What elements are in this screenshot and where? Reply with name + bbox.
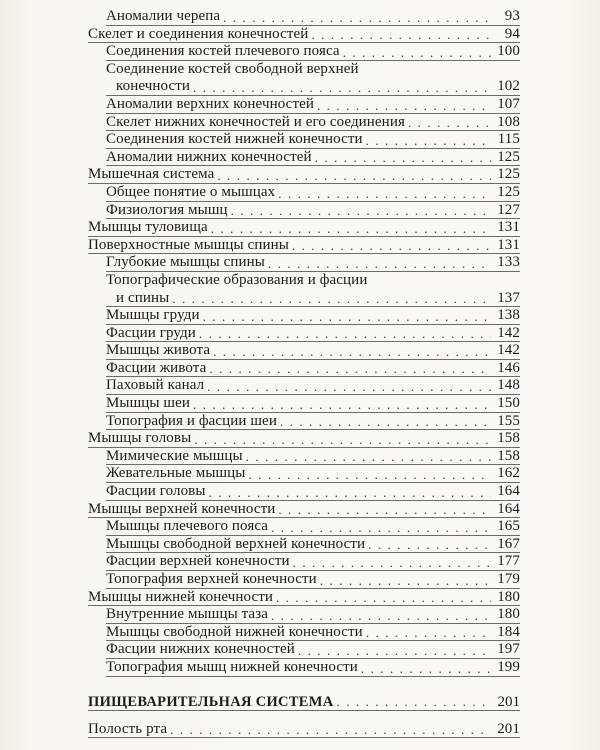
toc-entry-last-line	[106, 78, 520, 96]
dot-leader	[211, 221, 491, 237]
toc-entry-lower-limb-topography[interactable]	[88, 659, 520, 677]
row-rule	[88, 737, 520, 738]
dot-leader	[217, 168, 491, 184]
toc-entry-page: 131	[497, 236, 520, 253]
dot-leader	[199, 326, 491, 342]
dot-leader	[207, 379, 491, 395]
toc-entry-title: Жевательные мышцы	[106, 465, 246, 482]
table-of-contents	[88, 8, 520, 738]
toc-entry-title: Аномалии верхних конечностей	[106, 95, 314, 112]
dot-leader	[320, 573, 491, 589]
toc-entry-muscle-physiology[interactable]	[88, 202, 520, 220]
toc-entry-title: Мимические мышцы	[106, 447, 243, 464]
toc-entry-title: Мышцы шеи	[106, 395, 190, 412]
toc-entry-free-lower-limb-muscles[interactable]	[88, 624, 520, 642]
toc-entry-title: Фасции головы	[106, 483, 206, 500]
dot-leader	[298, 643, 491, 659]
toc-entry-page: 93	[504, 8, 520, 24]
toc-entry-page: 131	[497, 219, 520, 236]
toc-entry-free-upper-limb-muscles[interactable]	[88, 536, 520, 554]
toc-entry-page: 100	[497, 43, 520, 60]
toc-entry-masticatory-muscles[interactable]	[88, 465, 520, 483]
toc-entry-title: Мышцы плечевого пояса	[106, 518, 269, 535]
dot-leader	[408, 115, 491, 131]
dot-leader	[246, 449, 491, 465]
toc-entry-title: Общее понятие о мышцах	[106, 183, 276, 200]
toc-entry-facial-muscles[interactable]	[88, 448, 520, 466]
toc-entry-title: Фасции нижних конечностей	[106, 641, 295, 658]
toc-entry-page: 102	[497, 78, 520, 95]
dot-leader	[278, 502, 491, 518]
dot-leader	[361, 661, 491, 677]
row-rule	[88, 710, 520, 711]
dot-leader	[292, 238, 491, 254]
toc-entry-title: Мышцы верхней конечности	[88, 500, 276, 517]
toc-section-page: 201	[497, 693, 520, 710]
toc-entry-shoulder-girdle-muscles[interactable]	[88, 518, 520, 536]
toc-entry-page: 158	[497, 447, 520, 464]
dot-leader	[280, 414, 491, 430]
dot-leader	[223, 10, 491, 26]
dot-leader	[213, 344, 491, 360]
dot-leader	[311, 27, 491, 43]
toc-entry-head-muscles[interactable]	[88, 430, 520, 448]
toc-entry-internal-pelvic-muscles[interactable]	[88, 606, 520, 624]
toc-entry-page: 179	[497, 571, 520, 587]
toc-entry-title: Фасции живота	[106, 359, 207, 376]
toc-entry-last-line	[106, 290, 520, 308]
toc-entry-title: Физиология мышц	[106, 201, 228, 218]
toc-entry-page: 164	[497, 500, 520, 517]
toc-entry-upper-limb-anomalies[interactable]	[88, 96, 520, 114]
dot-leader	[343, 45, 491, 61]
toc-entry-title: Полость рта	[88, 720, 168, 737]
toc-entry-page: 158	[497, 430, 520, 447]
toc-entry-title: Мышцы свободной верхней конечности	[106, 535, 366, 552]
toc-entry-title-line1: Соединение костей свободной верхней	[106, 60, 359, 77]
dot-leader	[248, 467, 491, 483]
toc-entry-title: Мышцы головы	[88, 430, 192, 447]
toc-section-title: ПИЩЕВАРИТЕЛЬНАЯ СИСТЕМА	[88, 693, 334, 710]
dot-leader	[368, 537, 491, 553]
toc-entry-upper-limb-fascia[interactable]	[88, 553, 520, 571]
toc-entry-page: 155	[497, 412, 520, 429]
toc-entry-neck-topography[interactable]	[88, 413, 520, 431]
toc-entry-page: 197	[497, 641, 520, 658]
toc-entry-page: 177	[497, 553, 520, 570]
toc-entry-shoulder-girdle-joints[interactable]	[88, 43, 520, 61]
toc-entry-page: 180	[497, 588, 520, 605]
toc-entry-title-line2: конечности	[116, 78, 191, 95]
toc-entry-page: 180	[497, 606, 520, 623]
toc-entry-page: 108	[497, 113, 520, 130]
toc-entry-page: 107	[497, 95, 520, 112]
dot-leader	[209, 361, 491, 377]
toc-entry-page: 125	[497, 183, 520, 200]
toc-entry-title: Топография мышц нижней конечности	[106, 658, 358, 675]
toc-entry-page: 138	[497, 307, 520, 324]
toc-entry-free-upper-limb-joints[interactable]	[88, 61, 520, 96]
toc-entry-title: Аномалии нижних конечностей	[106, 148, 312, 165]
toc-entry-neck-muscles[interactable]	[88, 395, 520, 413]
dot-leader	[170, 722, 491, 738]
toc-entry-head-fascia[interactable]	[88, 483, 520, 501]
dot-leader	[337, 693, 491, 711]
toc-entry-muscular-system[interactable]	[88, 166, 520, 184]
toc-entry-skull-anomalies[interactable]	[88, 8, 520, 26]
toc-entry-title: Глубокие мышцы спины	[106, 254, 265, 271]
toc-entry-title: Мышцы свободной нижней конечности	[106, 623, 363, 640]
toc-entry-page: 199	[497, 658, 520, 675]
toc-entry-abdominal-fascia[interactable]	[88, 360, 520, 378]
dot-leader	[366, 625, 491, 641]
dot-leader	[271, 520, 491, 536]
dot-leader	[193, 80, 491, 96]
toc-entry-upper-limb-topography[interactable]	[88, 571, 520, 589]
toc-section-digestive-system[interactable]	[88, 693, 520, 711]
toc-entry-page: 162	[497, 465, 520, 482]
toc-entry-inguinal-canal[interactable]	[88, 377, 520, 395]
toc-entry-page: 142	[497, 324, 520, 341]
toc-entry-title: Топография и фасции шеи	[106, 412, 277, 429]
toc-entry-oral-cavity[interactable]	[88, 721, 520, 739]
toc-entry-superficial-back-muscles[interactable]	[88, 237, 520, 255]
toc-entry-title-line2: и спины	[116, 289, 170, 306]
toc-entry-title: Соединения костей нижней конечности	[106, 131, 363, 148]
toc-entry-chest-fascia[interactable]	[88, 325, 520, 343]
toc-entry-page: 142	[497, 342, 520, 359]
toc-entry-abdominal-muscles[interactable]	[88, 342, 520, 360]
toc-entry-page: 148	[497, 377, 520, 394]
toc-entry-page: 164	[497, 483, 520, 500]
toc-entry-page: 137	[497, 289, 520, 306]
toc-entry-page: 125	[497, 148, 520, 165]
dot-leader	[317, 98, 491, 114]
toc-entry-page: 115	[497, 131, 520, 148]
dot-leader	[172, 291, 491, 307]
toc-entry-page: 184	[497, 623, 520, 640]
dot-leader	[203, 309, 491, 325]
toc-entry-page: 127	[497, 201, 520, 218]
toc-entry-title: Аномалии черепа	[106, 8, 221, 24]
toc-entry-page: 167	[497, 535, 520, 552]
toc-entry-title: Соединения костей плечевого пояса	[106, 43, 340, 60]
dot-leader	[194, 432, 491, 448]
toc-entry-title: Мышечная система	[88, 166, 215, 183]
dot-leader	[293, 555, 491, 571]
toc-entry-title: Фасции верхней конечности	[106, 553, 290, 570]
dot-leader	[271, 608, 491, 624]
toc-entry-title-line1: Топографические образования и фасции	[106, 271, 368, 288]
toc-entry-title: Скелет нижних конечностей и его соединения	[106, 113, 405, 130]
toc-entry-page: 146	[497, 359, 520, 376]
toc-entry-title: Поверхностные мышцы спины	[88, 236, 289, 253]
toc-entry-lower-limb-anomalies[interactable]	[88, 149, 520, 167]
toc-entry-page: 150	[497, 395, 520, 412]
toc-entry-page: 125	[497, 166, 520, 183]
toc-entry-title: Мышцы туловища	[88, 219, 208, 236]
toc-entry-limb-skeleton[interactable]	[88, 26, 520, 44]
dot-leader	[315, 150, 491, 166]
toc-entry-title: Внутренние мышцы таза	[106, 606, 268, 623]
toc-entry-page: 165	[497, 518, 520, 535]
toc-entry-trunk-muscles[interactable]	[88, 219, 520, 237]
dot-leader	[231, 203, 491, 219]
dot-leader	[268, 256, 491, 272]
dot-leader	[276, 590, 491, 606]
toc-entry-lower-limb-joints[interactable]	[88, 131, 520, 149]
toc-entry-title: Паховый канал	[106, 377, 205, 394]
toc-entry-upper-limb-muscles[interactable]	[88, 501, 520, 519]
toc-entry-title: Мышцы живота	[106, 342, 211, 359]
toc-entry-chest-muscles[interactable]	[88, 307, 520, 325]
toc-entry-title: Мышцы груди	[106, 307, 200, 324]
toc-entry-back-topography-fascia[interactable]	[88, 272, 520, 307]
row-rule	[106, 676, 520, 677]
dot-leader	[209, 485, 491, 501]
toc-entry-title: Топография верхней конечности	[106, 571, 317, 587]
toc-entry-page: 94	[504, 25, 520, 42]
dot-leader	[278, 186, 491, 202]
toc-entry-page: 201	[497, 720, 520, 737]
toc-entry-lower-limb-skeleton[interactable]	[88, 114, 520, 132]
toc-entry-title: Скелет и соединения конечностей	[88, 25, 309, 42]
toc-entry-lower-limb-fascia[interactable]	[88, 641, 520, 659]
toc-entry-muscle-concept[interactable]	[88, 184, 520, 202]
toc-entry-title: Мышцы нижней конечности	[88, 588, 274, 605]
toc-entry-title: Фасции груди	[106, 324, 196, 341]
toc-entry-deep-back-muscles[interactable]	[88, 254, 520, 272]
toc-entry-page: 133	[497, 254, 520, 271]
toc-entry-lower-limb-muscles[interactable]	[88, 589, 520, 607]
dot-leader	[366, 133, 491, 149]
dot-leader	[193, 397, 491, 413]
